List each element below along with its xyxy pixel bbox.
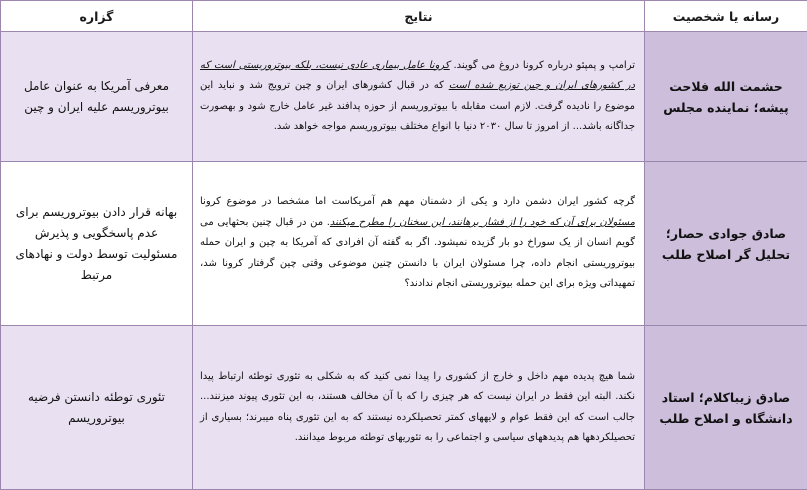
table-row [1,32,807,162]
result-highlight: مسئولان برای آن که خود را از فشار برهانند، این سخنان را مطرح میکنند [330,217,635,228]
header-report: گزاره [1,1,193,32]
result-text: شما هیچ پدیده مهم داخل و خارج از کشوری را پیدا نمی کنید که به شکلی به تئوری توطئه ارتباط پیدا نکند. البته این فقط در ایران نیست که هر چیزی را که با آن مخالف هستند، به این تئوری پیوند میزنند... جالب است که این فقط عوام و لایههای کمتر تحصیلکرده نیستند که به این تئوری پناه میبرند؛ بسیاری از تحصیلکردهها هم پدیدههای سیاسی و اجتماعی را به تئوریهای توطئه مربوط میدانند. [200,371,635,443]
result-text: گرچه کشور ایران دشمن دارد و یکی از دشمنان مهم هم آمریکاست اما مشخصا در موضوع کرونا [200,196,635,207]
report-cell: بهانه قرار دادن بیوتروریسم برای عدم پاسخگویی و پذیرش مسئولیت توسط دولت و نهادهای مرتبط [1,162,193,326]
table-row [1,162,807,326]
report-cell: معرفی آمریکا به عنوان عامل بیوتروریسم علیه ایران و چین [1,32,193,162]
header-person: رسانه یا شخصیت [645,1,807,32]
report-cell: تئوری توطئه دانستن فرضیه بیوتروریسم [1,326,193,490]
header-row [1,1,807,32]
result-cell [193,326,645,490]
result-text: ترامپ و پمپئو درباره کرونا دروغ می گویند. [450,60,635,71]
result-text: که در قبال کشورهای ایران و چین ترویج شد و نباید این موضوع را نادیده گرفت. لازم است مقابله با بیوتروریسم از حوزه پدافند غیر عامل خارج شود و بهصورت جداگانه باشد... از امروز تا سال ۲۰۳۰ دنیا با انواع مختلف بیوتروریسم مواجه خواهد شد. [200,80,635,132]
person-cell: صادق زیباکلام؛ استاد دانشگاه و اصلاح طلب [645,326,807,490]
result-highlight: کرونا عامل بیماری عادی نیست، بلکه بیوتروریستی است که در کشورهای ایران و چین توزیع شده است [200,60,635,91]
result-text: . من در قبال چنین بحثهایی می گویم انسان از یک سوراخ دو بار گزیده نمیشود. اگر به گفته آن افرادی که آمریکا به چین و ایران حمله بیوتروریستی انجام داده، چرا مسئولان ایران با دانستن چنین موضوعی وقتی چین گرفتار کرونا شد، تمهیداتی ویژه برای این حمله بیوتروریستی انجام ندادند؟ [200,217,635,289]
result-cell [193,32,645,162]
person-cell: صادق جوادی حصار؛ تحلیل گر اصلاح طلب [645,162,807,326]
table-row [1,326,807,490]
person-cell: حشمت الله فلاحت پیشه؛ نماینده مجلس [645,32,807,162]
header-results: نتایج [193,1,645,32]
result-cell [193,162,645,326]
